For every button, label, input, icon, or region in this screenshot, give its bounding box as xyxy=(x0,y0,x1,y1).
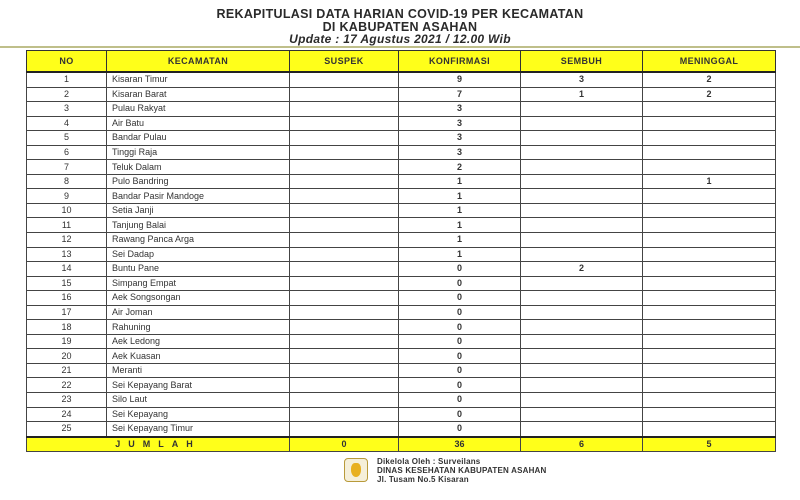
managed-by: Dikelola Oleh : Surveilans xyxy=(377,457,481,466)
dinas-kesehatan-logo-icon xyxy=(344,458,368,482)
row-suspek xyxy=(290,276,399,291)
row-suspek xyxy=(290,203,399,218)
row-no: 11 xyxy=(27,218,107,233)
row-suspek xyxy=(290,102,399,117)
row-no: 9 xyxy=(27,189,107,204)
table-row xyxy=(27,422,776,437)
row-kecamatan: Meranti xyxy=(107,363,290,378)
row-meninggal xyxy=(643,233,776,248)
row-meninggal xyxy=(643,145,776,160)
row-no: 4 xyxy=(27,116,107,131)
row-no: 25 xyxy=(27,422,107,437)
row-kecamatan: Sei Kepayang xyxy=(107,407,290,422)
row-suspek xyxy=(290,349,399,364)
row-konfirmasi: 2 xyxy=(399,160,521,175)
row-kecamatan: Rahuning xyxy=(107,320,290,335)
row-konfirmasi: 1 xyxy=(399,218,521,233)
row-sembuh xyxy=(521,189,643,204)
row-suspek xyxy=(290,189,399,204)
row-konfirmasi: 0 xyxy=(399,363,521,378)
row-sembuh xyxy=(521,276,643,291)
covid-recap-table xyxy=(26,50,776,452)
footer-text xyxy=(377,457,547,484)
row-konfirmasi: 1 xyxy=(399,233,521,248)
table-row xyxy=(27,72,776,87)
table-row xyxy=(27,233,776,248)
table-row xyxy=(27,87,776,102)
row-konfirmasi: 1 xyxy=(399,203,521,218)
total-suspek: 0 xyxy=(290,437,399,452)
row-kecamatan: Buntu Pane xyxy=(107,262,290,277)
row-no: 7 xyxy=(27,160,107,175)
row-kecamatan: Tanjung Balai xyxy=(107,218,290,233)
row-konfirmasi: 3 xyxy=(399,102,521,117)
row-kecamatan: Kisaran Barat xyxy=(107,87,290,102)
row-sembuh xyxy=(521,218,643,233)
table-row xyxy=(27,189,776,204)
row-konfirmasi: 9 xyxy=(399,72,521,87)
row-suspek xyxy=(290,407,399,422)
row-no: 14 xyxy=(27,262,107,277)
update-timestamp: Update : 17 Agustus 2021 / 12.00 Wib xyxy=(289,32,511,46)
row-meninggal: 1 xyxy=(643,174,776,189)
table-row xyxy=(27,320,776,335)
row-kecamatan: Sei Dadap xyxy=(107,247,290,262)
row-suspek xyxy=(290,87,399,102)
table-row xyxy=(27,262,776,277)
row-no: 5 xyxy=(27,131,107,146)
row-sembuh xyxy=(521,378,643,393)
row-kecamatan: Air Batu xyxy=(107,116,290,131)
row-sembuh xyxy=(521,131,643,146)
row-kecamatan: Aek Songsongan xyxy=(107,291,290,306)
total-label: JUMLAH xyxy=(27,437,290,452)
row-no: 6 xyxy=(27,145,107,160)
row-sembuh xyxy=(521,407,643,422)
row-kecamatan: Aek Kuasan xyxy=(107,349,290,364)
row-konfirmasi: 1 xyxy=(399,174,521,189)
row-sembuh xyxy=(521,291,643,306)
row-meninggal: 2 xyxy=(643,72,776,87)
table-header-row xyxy=(27,51,776,73)
row-sembuh xyxy=(521,422,643,437)
row-no: 2 xyxy=(27,87,107,102)
row-sembuh: 2 xyxy=(521,262,643,277)
row-kecamatan: Tinggi Raja xyxy=(107,145,290,160)
row-suspek xyxy=(290,393,399,408)
total-meninggal: 5 xyxy=(643,437,776,452)
table-row xyxy=(27,116,776,131)
table-row xyxy=(27,291,776,306)
column-header-konfirmasi: KONFIRMASI xyxy=(399,51,521,73)
table-row xyxy=(27,393,776,408)
row-sembuh xyxy=(521,116,643,131)
row-konfirmasi: 7 xyxy=(399,87,521,102)
row-no: 1 xyxy=(27,72,107,87)
row-meninggal xyxy=(643,422,776,437)
row-no: 17 xyxy=(27,305,107,320)
table-body xyxy=(27,72,776,437)
row-kecamatan: Sei Kepayang Barat xyxy=(107,378,290,393)
row-suspek xyxy=(290,363,399,378)
row-meninggal xyxy=(643,334,776,349)
row-no: 13 xyxy=(27,247,107,262)
row-kecamatan: Setia Janji xyxy=(107,203,290,218)
row-konfirmasi: 0 xyxy=(399,262,521,277)
row-sembuh: 1 xyxy=(521,87,643,102)
row-meninggal xyxy=(643,393,776,408)
row-suspek xyxy=(290,422,399,437)
row-no: 21 xyxy=(27,363,107,378)
column-header-sembuh: SEMBUH xyxy=(521,51,643,73)
row-sembuh xyxy=(521,247,643,262)
agency-address: Jl. Tusam No.5 Kisaran xyxy=(377,475,469,484)
row-meninggal xyxy=(643,276,776,291)
row-meninggal xyxy=(643,407,776,422)
row-kecamatan: Sei Kepayang Timur xyxy=(107,422,290,437)
logo-emblem xyxy=(351,463,361,477)
row-suspek xyxy=(290,320,399,335)
row-suspek xyxy=(290,160,399,175)
row-suspek xyxy=(290,378,399,393)
row-suspek xyxy=(290,72,399,87)
row-sembuh xyxy=(521,233,643,248)
column-header-suspek: SUSPEK xyxy=(290,51,399,73)
row-sembuh xyxy=(521,320,643,335)
row-no: 19 xyxy=(27,334,107,349)
row-suspek xyxy=(290,247,399,262)
row-meninggal: 2 xyxy=(643,87,776,102)
row-no: 15 xyxy=(27,276,107,291)
table-row xyxy=(27,334,776,349)
row-kecamatan: Teluk Dalam xyxy=(107,160,290,175)
row-suspek xyxy=(290,174,399,189)
row-no: 12 xyxy=(27,233,107,248)
row-sembuh xyxy=(521,174,643,189)
row-konfirmasi: 0 xyxy=(399,291,521,306)
row-kecamatan: Pulau Rakyat xyxy=(107,102,290,117)
row-konfirmasi: 0 xyxy=(399,305,521,320)
row-konfirmasi: 0 xyxy=(399,320,521,335)
row-no: 3 xyxy=(27,102,107,117)
table-row xyxy=(27,102,776,117)
table-row xyxy=(27,276,776,291)
report-subtitle: DI KABUPATEN ASAHAN xyxy=(322,20,478,34)
row-konfirmasi: 0 xyxy=(399,378,521,393)
row-meninggal xyxy=(643,305,776,320)
row-sembuh xyxy=(521,334,643,349)
row-suspek xyxy=(290,291,399,306)
table-row xyxy=(27,145,776,160)
row-no: 8 xyxy=(27,174,107,189)
row-meninggal xyxy=(643,291,776,306)
row-no: 24 xyxy=(27,407,107,422)
row-konfirmasi: 3 xyxy=(399,131,521,146)
footer xyxy=(344,457,547,484)
table-row xyxy=(27,378,776,393)
row-suspek xyxy=(290,131,399,146)
table-row xyxy=(27,363,776,378)
table-row xyxy=(27,305,776,320)
row-meninggal xyxy=(643,378,776,393)
row-konfirmasi: 1 xyxy=(399,247,521,262)
header-divider xyxy=(0,46,800,48)
row-suspek xyxy=(290,305,399,320)
row-konfirmasi: 0 xyxy=(399,276,521,291)
row-kecamatan: Silo Laut xyxy=(107,393,290,408)
row-meninggal xyxy=(643,218,776,233)
column-header-meninggal: MENINGGAL xyxy=(643,51,776,73)
row-no: 20 xyxy=(27,349,107,364)
total-sembuh: 6 xyxy=(521,437,643,452)
row-kecamatan: Air Joman xyxy=(107,305,290,320)
row-konfirmasi: 0 xyxy=(399,349,521,364)
column-header-no: NO xyxy=(27,51,107,73)
row-konfirmasi: 0 xyxy=(399,407,521,422)
table-row xyxy=(27,218,776,233)
row-meninggal xyxy=(643,116,776,131)
row-sembuh xyxy=(521,160,643,175)
row-sembuh xyxy=(521,305,643,320)
row-kecamatan: Simpang Empat xyxy=(107,276,290,291)
table-row xyxy=(27,407,776,422)
row-sembuh xyxy=(521,102,643,117)
table-row xyxy=(27,247,776,262)
table-row xyxy=(27,349,776,364)
row-sembuh xyxy=(521,203,643,218)
row-konfirmasi: 1 xyxy=(399,189,521,204)
agency-name: DINAS KESEHATAN KABUPATEN ASAHAN xyxy=(377,466,547,475)
row-kecamatan: Kisaran Timur xyxy=(107,72,290,87)
row-sembuh xyxy=(521,349,643,364)
row-meninggal xyxy=(643,320,776,335)
row-kecamatan: Bandar Pulau xyxy=(107,131,290,146)
row-no: 22 xyxy=(27,378,107,393)
row-suspek xyxy=(290,116,399,131)
report-title: REKAPITULASI DATA HARIAN COVID-19 PER KECAMATAN xyxy=(216,7,584,21)
row-no: 23 xyxy=(27,393,107,408)
row-no: 16 xyxy=(27,291,107,306)
row-kecamatan: Rawang Panca Arga xyxy=(107,233,290,248)
row-suspek xyxy=(290,145,399,160)
table-row xyxy=(27,160,776,175)
table-row xyxy=(27,203,776,218)
row-suspek xyxy=(290,233,399,248)
row-meninggal xyxy=(643,363,776,378)
row-sembuh xyxy=(521,145,643,160)
row-meninggal xyxy=(643,160,776,175)
row-no: 10 xyxy=(27,203,107,218)
row-no: 18 xyxy=(27,320,107,335)
row-meninggal xyxy=(643,131,776,146)
row-sembuh: 3 xyxy=(521,72,643,87)
total-konfirmasi: 36 xyxy=(399,437,521,452)
row-suspek xyxy=(290,262,399,277)
row-meninggal xyxy=(643,102,776,117)
row-meninggal xyxy=(643,247,776,262)
column-header-kecamatan: KECAMATAN xyxy=(107,51,290,73)
row-konfirmasi: 0 xyxy=(399,393,521,408)
row-kecamatan: Pulo Bandring xyxy=(107,174,290,189)
row-konfirmasi: 3 xyxy=(399,145,521,160)
row-konfirmasi: 0 xyxy=(399,422,521,437)
row-meninggal xyxy=(643,189,776,204)
row-meninggal xyxy=(643,203,776,218)
table-row xyxy=(27,131,776,146)
row-suspek xyxy=(290,334,399,349)
table-row xyxy=(27,174,776,189)
row-kecamatan: Bandar Pasir Mandoge xyxy=(107,189,290,204)
row-kecamatan: Aek Ledong xyxy=(107,334,290,349)
row-suspek xyxy=(290,218,399,233)
row-sembuh xyxy=(521,393,643,408)
row-meninggal xyxy=(643,262,776,277)
row-meninggal xyxy=(643,349,776,364)
total-row xyxy=(27,437,776,452)
row-sembuh xyxy=(521,363,643,378)
row-konfirmasi: 0 xyxy=(399,334,521,349)
row-konfirmasi: 3 xyxy=(399,116,521,131)
